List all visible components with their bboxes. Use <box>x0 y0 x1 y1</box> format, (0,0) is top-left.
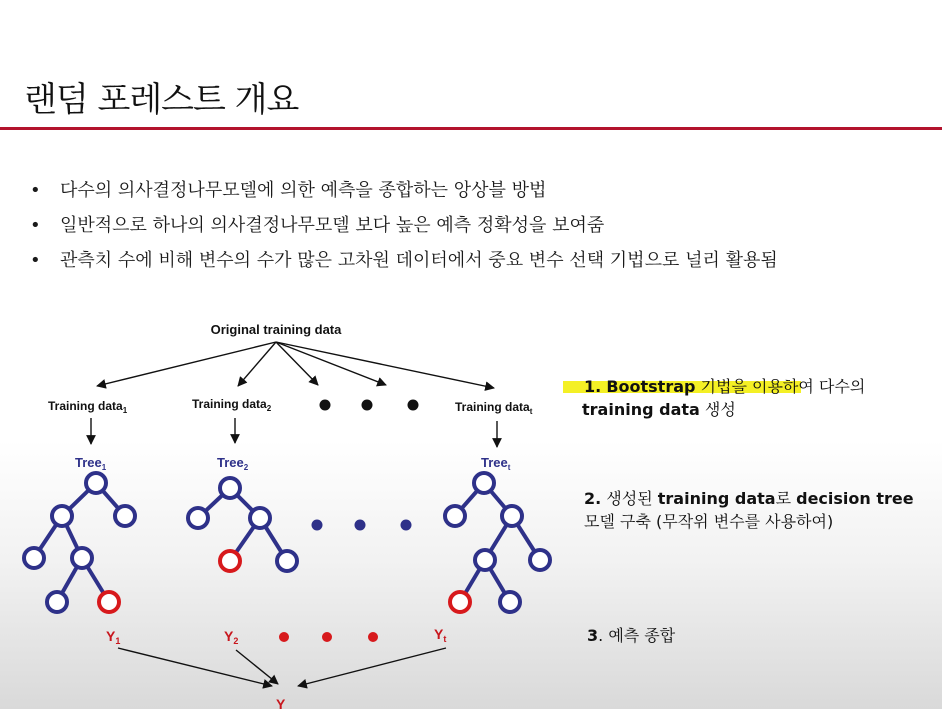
ellipsis-dot <box>368 632 378 642</box>
step-2-bold-1: training data <box>657 489 776 508</box>
tree-node <box>277 551 297 571</box>
arrow-yt-final <box>298 648 446 686</box>
bullet-dot-icon: • <box>30 215 41 236</box>
ellipsis-dots-trees <box>312 520 412 531</box>
ellipsis-dot <box>401 520 412 531</box>
root-label: Original training data <box>210 322 342 337</box>
training-data-1-label <box>48 399 128 415</box>
tree-node <box>530 550 550 570</box>
step-2-line-1 <box>584 488 914 510</box>
arrow-to-dots-2 <box>276 342 386 385</box>
tree-2 <box>188 478 297 571</box>
step-1-line-2-bold: training data <box>582 400 700 419</box>
y-1-label <box>106 628 120 646</box>
training-data-1-sub: 1 <box>122 406 128 415</box>
tree-1-base: Tree <box>75 455 102 470</box>
step-1-line-2 <box>582 399 736 421</box>
step-3-text: . 예측 종합 <box>598 626 676 645</box>
tree-t-base: Tree <box>481 455 508 470</box>
bullet-text: 다수의 의사결정나무모델에 의한 예측을 종합하는 앙상블 방법 <box>60 180 547 201</box>
step-1-number: 1. <box>584 377 602 396</box>
ellipsis-dots-y <box>279 632 378 642</box>
step-2-number: 2. <box>584 489 602 508</box>
tree-1 <box>24 473 135 612</box>
page-title: 랜덤 포레스트 개요 <box>24 80 299 120</box>
tree-2-base: Tree <box>217 455 244 470</box>
ellipsis-dot <box>312 520 323 531</box>
training-data-1-base: Training data <box>48 399 123 413</box>
tree-t-label <box>481 455 511 472</box>
tree-2-label <box>217 455 249 472</box>
step-3 <box>587 625 675 647</box>
y-1-base: Y <box>106 628 116 644</box>
step-2-bold-2: decision tree <box>796 489 914 508</box>
tree-node <box>115 506 135 526</box>
tree-node <box>500 592 520 612</box>
y-2-base: Y <box>224 628 234 644</box>
y-t-label <box>434 626 446 644</box>
y-1-sub: 1 <box>115 636 121 646</box>
bullet-text: 관측치 수에 비해 변수의 수가 많은 고차원 데이터에서 중요 변수 선택 기법으로 널리 활용됨 <box>60 250 778 271</box>
tree-node <box>72 548 92 568</box>
tree-node <box>188 508 208 528</box>
tree-node <box>474 473 494 493</box>
ellipsis-dot <box>279 632 289 642</box>
tree-node <box>52 506 72 526</box>
ellipsis-dot <box>322 632 332 642</box>
tree-node <box>502 506 522 526</box>
step-1-text: 기법을 이용하여 다수의 <box>695 377 866 396</box>
tree-1-sub: 1 <box>101 463 107 472</box>
arrow-to-dots-1 <box>276 342 318 385</box>
arrow-y1-final <box>118 648 272 686</box>
bullet-dot-icon: • <box>30 180 41 201</box>
ellipsis-dot <box>320 400 331 411</box>
arrow-to-data1 <box>97 342 276 386</box>
ellipsis-dots-data <box>320 400 419 411</box>
final-y-label: Y <box>276 696 286 709</box>
training-data-t-label <box>455 400 533 416</box>
y-t-base: Y <box>434 626 444 642</box>
tree-leaf-highlight <box>450 592 470 612</box>
bullet-dot-icon: • <box>30 250 41 271</box>
training-data-t-sub: t <box>529 407 533 416</box>
bullet-text: 일반적으로 하나의 의사결정나무모델 보다 높은 예측 정확성을 보여줌 <box>60 215 605 236</box>
aggregate-arrows <box>118 648 446 686</box>
tree-t <box>445 473 550 612</box>
root-arrows <box>97 342 494 388</box>
tree-node <box>475 550 495 570</box>
ellipsis-dot <box>362 400 373 411</box>
step-2-line-2: 모델 구축 (무작위 변수를 사용하여) <box>584 512 834 531</box>
down-arrows <box>91 418 497 447</box>
training-data-2-sub: 2 <box>266 404 272 413</box>
tree-node <box>86 473 106 493</box>
step-1-line-2-text: 생성 <box>699 400 736 419</box>
arrow-to-datat <box>276 342 494 388</box>
step-1-bold: Bootstrap <box>606 377 696 396</box>
y-t-sub: t <box>443 634 447 644</box>
tree-1-label <box>75 455 107 472</box>
tree-leaf-highlight <box>220 551 240 571</box>
tree-node <box>24 548 44 568</box>
ellipsis-dot <box>408 400 419 411</box>
arrow-to-data2 <box>238 342 276 386</box>
training-data-2-base: Training data <box>192 397 267 411</box>
tree-node <box>250 508 270 528</box>
step-1-line-1 <box>584 376 865 398</box>
tree-2-sub: 2 <box>243 463 249 472</box>
tree-t-sub: t <box>507 463 511 472</box>
tree-leaf-highlight <box>99 592 119 612</box>
y-2-label <box>224 628 238 646</box>
step-2-text-2: 로 <box>775 489 797 508</box>
y-2-sub: 2 <box>233 636 239 646</box>
training-data-2-label <box>192 397 272 413</box>
step-2-text-1: 생성된 <box>601 489 658 508</box>
tree-node <box>445 506 465 526</box>
tree-node <box>220 478 240 498</box>
tree-node <box>47 592 67 612</box>
step-3-number: 3 <box>587 626 599 645</box>
ellipsis-dot <box>355 520 366 531</box>
training-data-t-base: Training data <box>455 400 530 414</box>
